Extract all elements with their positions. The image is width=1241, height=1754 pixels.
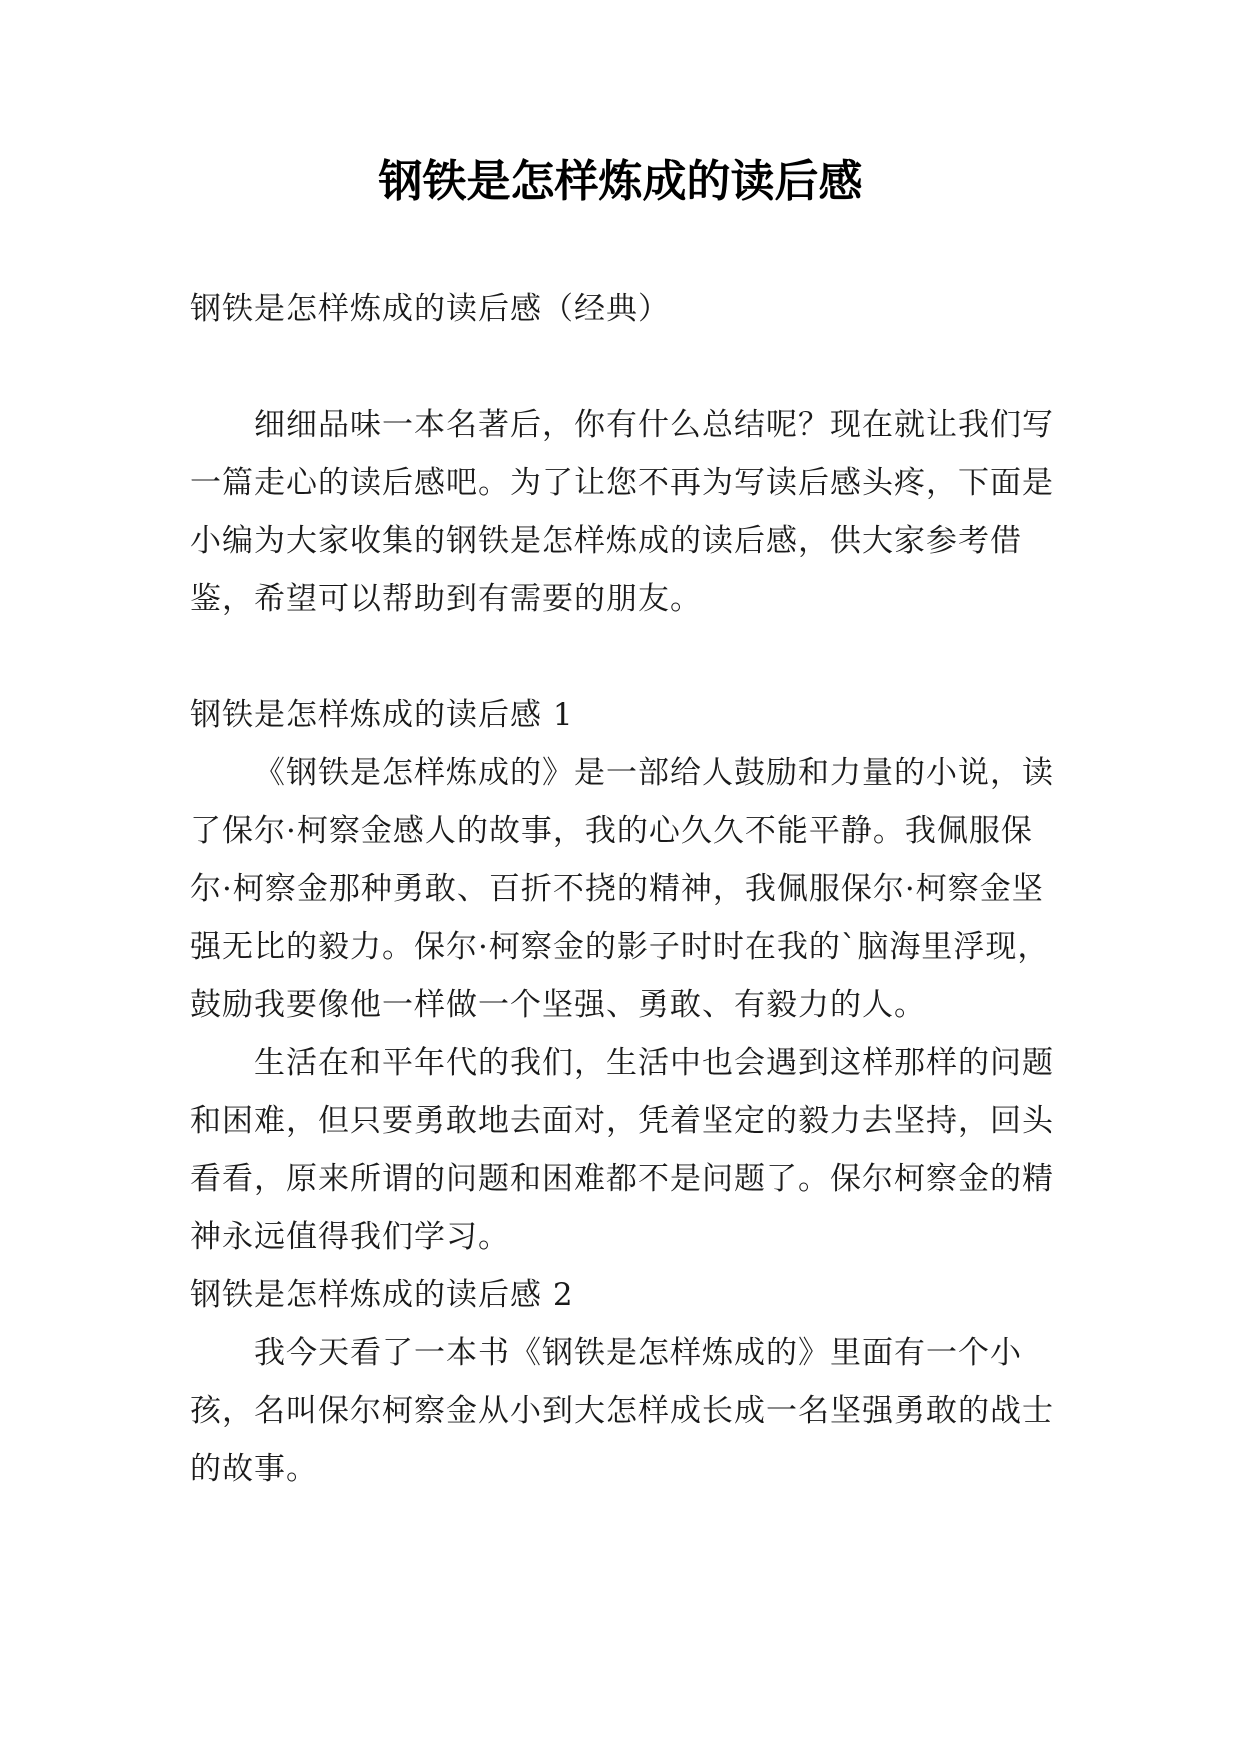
document-body xyxy=(190,280,1060,1498)
section-1-paragraph-1: 《钢铁是怎样炼成的》是一部给人鼓励和力量的小说，读了保尔·柯察金感人的故事，我的心久久不能平静。我佩服保尔·柯察金那种勇敢、百折不挠的精神，我佩服保尔·柯察金坚强无比的毅力。保尔·柯察金的影子时时在我的`脑海里浮现，鼓励我要像他一样做一个坚强、勇敢、有毅力的人。 xyxy=(190,755,1054,1023)
section-2-paragraph-1: 我今天看了一本书《钢铁是怎样炼成的》里面有一个小孩，名叫保尔柯察金从小到大怎样成长成一名坚强勇敢的战士的故事。 xyxy=(190,1335,1054,1487)
section-1-paragraph-2: 生活在和平年代的我们，生活中也会遇到这样那样的问题和困难，但只要勇敢地去面对，凭着坚定的毅力去坚持，回头看看，原来所谓的问题和困难都不是问题了。保尔柯察金的精神永远值得我们学习。 xyxy=(190,1045,1054,1255)
section-heading-2: 钢铁是怎样炼成的读后感 2 xyxy=(190,1277,574,1313)
section-heading-1: 钢铁是怎样炼成的读后感 1 xyxy=(190,697,574,733)
intro-paragraph: 细细品味一本名著后，你有什么总结呢？现在就让我们写一篇走心的读后感吧。为了让您不再为写读后感头疼，下面是小编为大家收集的钢铁是怎样炼成的读后感，供大家参考借鉴，希望可以帮助到有需要的朋友。 xyxy=(190,407,1054,617)
document-title: 钢铁是怎样炼成的读后感 xyxy=(378,156,863,207)
document-subtitle: 钢铁是怎样炼成的读后感（经典） xyxy=(190,291,670,327)
